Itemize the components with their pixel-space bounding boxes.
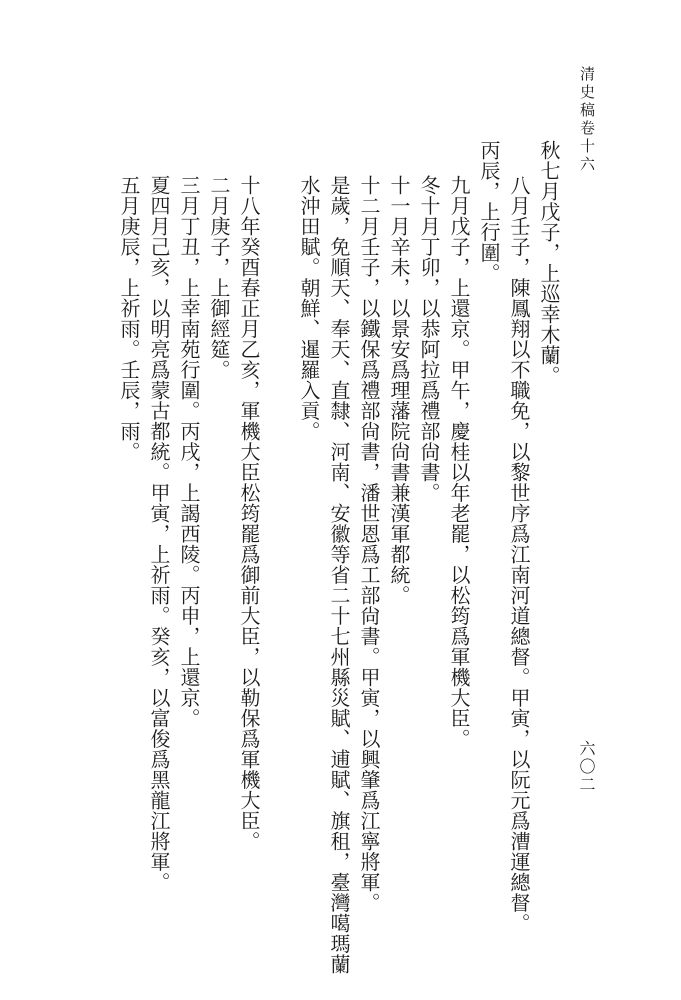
text-column: 十一月辛未，以景安爲理藩院尙書兼漢軍都統。 (387, 175, 411, 606)
text-column: 九月戊子，上還京。甲午，慶桂以年老罷，以松筠爲軍機大臣。 (447, 175, 471, 749)
text-column: 二月庚子，上御經筵。 (207, 175, 231, 380)
text-column: 夏四月己亥，以明亮爲蒙古都統。甲寅，上祈雨。癸亥，以富俊爲黑龍江將軍。 (147, 175, 171, 893)
page-number: 六〇二 (577, 740, 596, 794)
text-column: 丙辰，上行圍。 (477, 140, 501, 284)
text-column: 十八年癸酉春正月乙亥，軍機大臣松筠罷爲御前大臣，以勒保爲軍機大臣。 (237, 175, 261, 852)
text-column: 五月庚辰，上祈雨。壬辰，雨。 (117, 175, 141, 462)
text-column: 是歲，免順天、奉天、直隸、河南、安徽等省二十七州縣災賦、逋賦、旗租，臺灣噶瑪蘭 (327, 175, 351, 975)
text-column: 秋七月戊子，上巡幸木蘭。 (537, 140, 561, 386)
text-column: 八月壬子，陳鳳翔以不職免，以黎世序爲江南河道總督。甲寅，以阮元爲漕運總督。 (507, 175, 531, 934)
book-title: 清史稿卷十六 (578, 66, 596, 174)
text-column: 三月丁丑，上幸南苑行圍。丙戌，上謁西陵。丙申，上還京。 (177, 175, 201, 729)
text-column: 水沖田賦。朝鮮、暹羅入貢。 (297, 175, 321, 442)
text-column: 冬十月丁卯，以恭阿拉爲禮部尙書。 (417, 175, 441, 503)
text-column: 十二月壬子，以鐵保爲禮部尙書，潘世恩爲工部尙書。甲寅，以興肇爲江寧將軍。 (357, 175, 381, 913)
